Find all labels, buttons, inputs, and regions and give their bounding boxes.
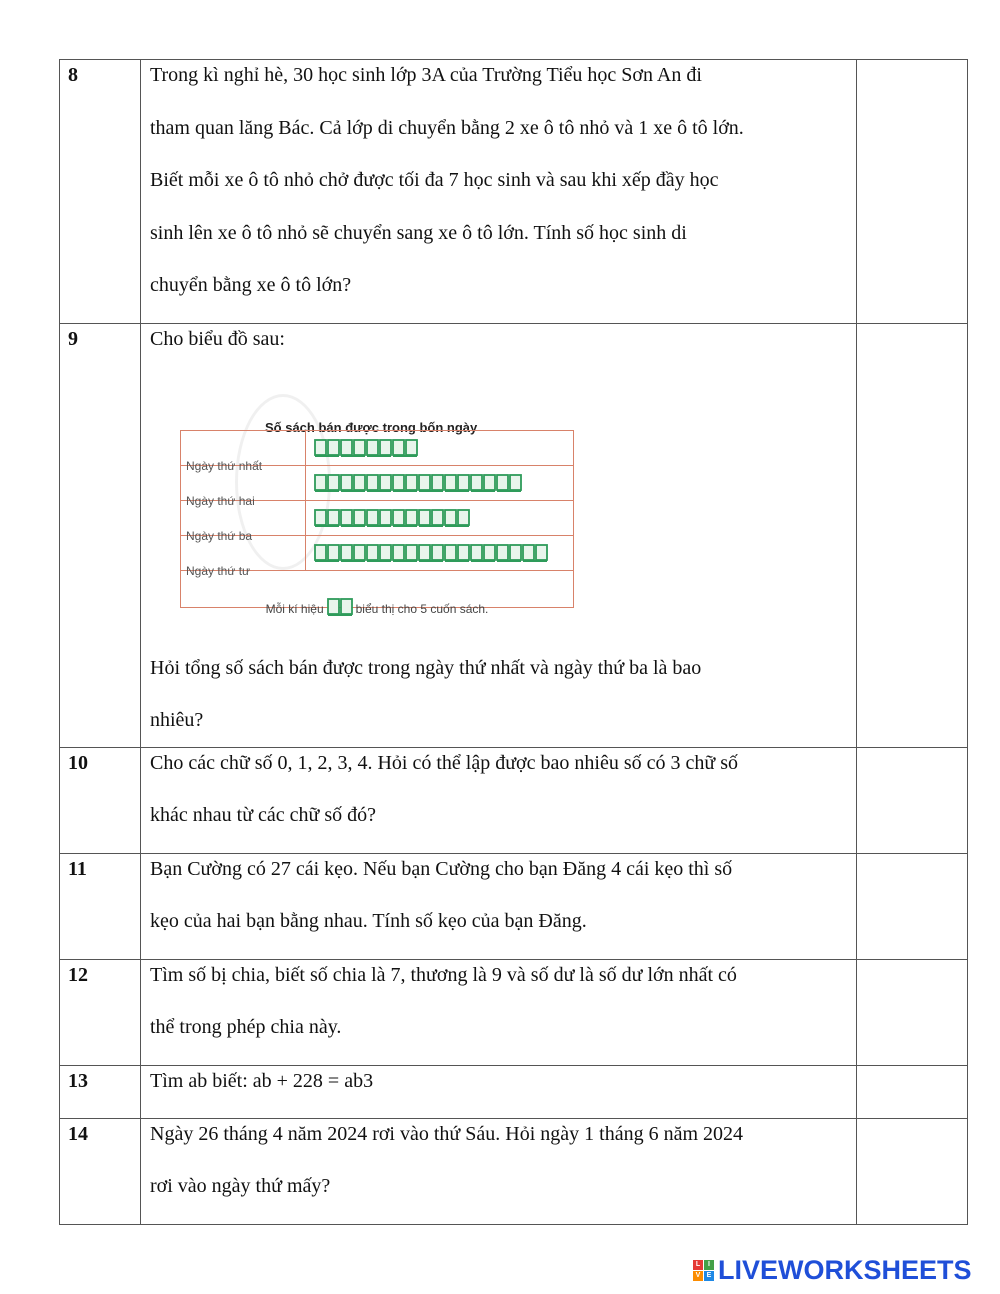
chart-row <box>181 431 573 473</box>
question-number: 9 <box>60 324 141 748</box>
answer-cell[interactable] <box>857 853 968 959</box>
question-text <box>141 1118 857 1224</box>
book-icon <box>522 543 548 563</box>
logo-text: LIVEWORKSHEETS <box>718 1254 972 1285</box>
book-icon <box>496 473 522 493</box>
answer-cell[interactable] <box>857 1118 968 1224</box>
liveworksheets-logo <box>693 1254 972 1286</box>
text-line: rơi vào ngày thứ mấy? <box>150 1175 331 1197</box>
book-icon <box>444 473 470 493</box>
text-line: Tìm số bị chia, biết số chia là 7, thương là 9 và số dư là số dư lớn nhất có <box>150 963 737 986</box>
text-line: chuyển bằng xe ô tô lớn? <box>150 274 352 296</box>
question-number: 13 <box>60 1065 141 1118</box>
question-table <box>59 59 968 1225</box>
question-text <box>141 747 857 853</box>
book-icon <box>392 543 418 563</box>
row-icons <box>314 473 522 495</box>
book-icon <box>314 438 340 458</box>
book-icon <box>314 473 340 493</box>
answer-cell[interactable] <box>857 1065 968 1118</box>
row-label: Ngày thứ hai <box>181 466 306 500</box>
answer-cell[interactable] <box>857 747 968 853</box>
book-icon <box>366 543 392 563</box>
answer-cell[interactable] <box>857 959 968 1065</box>
legend-text: biểu thị cho 5 cuốn sách. <box>355 601 489 616</box>
book-icon <box>340 543 366 563</box>
book-icon <box>444 543 470 563</box>
logo-mark-icon <box>693 1260 714 1281</box>
question-number: 10 <box>60 747 141 853</box>
book-icon <box>327 597 353 617</box>
text-line: Biết mỗi xe ô tô nhỏ chở được tối đa 7 học sinh và sau khi xếp đầy học <box>150 169 719 191</box>
chart-row <box>181 536 573 578</box>
legend-text: Mỗi kí hiệu <box>265 601 324 616</box>
answer-cell[interactable] <box>857 324 968 748</box>
table-row <box>60 853 968 959</box>
book-icon <box>366 473 392 493</box>
chart-grid <box>180 430 574 616</box>
book-icon <box>392 438 418 458</box>
logo-mark-letter: L <box>693 1260 703 1270</box>
text-line: kẹo của hai bạn bằng nhau. Tính số kẹo của bạn Đăng. <box>150 910 587 932</box>
text-line: Trong kì nghỉ hè, 30 học sinh lớp 3A của Trường Tiểu học Sơn An đi <box>150 64 702 86</box>
text-line: nhiêu? <box>150 709 204 731</box>
book-icon <box>470 473 496 493</box>
book-icon <box>366 508 392 528</box>
question-number: 14 <box>60 1118 141 1224</box>
text-line: Cho biểu đồ sau: <box>150 328 285 350</box>
text-line: khác nhau từ các chữ số đó? <box>150 804 377 826</box>
question-text <box>141 324 857 748</box>
book-icon <box>418 508 444 528</box>
pictograph-chart <box>175 394 575 616</box>
question-text <box>141 853 857 959</box>
logo-mark-letter: V <box>693 1271 703 1281</box>
chart-title: Số sách bán được trong bốn ngày <box>265 419 478 435</box>
logo-mark-letter: E <box>704 1271 714 1281</box>
row-icons <box>314 543 548 565</box>
question-number: 12 <box>60 959 141 1065</box>
question-number: 11 <box>60 853 141 959</box>
row-label: Ngày thứ nhất <box>181 431 306 465</box>
book-icon <box>444 508 470 528</box>
row-icons <box>314 508 470 530</box>
row-icons <box>314 438 418 460</box>
book-icon <box>392 508 418 528</box>
logo-mark-letter: I <box>704 1260 714 1270</box>
chart-row <box>181 466 573 508</box>
book-icon <box>470 543 496 563</box>
book-icon <box>392 473 418 493</box>
book-icon <box>340 508 366 528</box>
text-line: Hỏi tổng số sách bán được trong ngày thứ nhất và ngày thứ ba là bao <box>150 656 702 679</box>
chart-legend <box>181 571 573 636</box>
text-line: tham quan lăng Bác. Cả lớp di chuyển bằng 2 xe ô tô nhỏ và 1 xe ô tô lớn. <box>150 116 744 139</box>
book-icon <box>496 543 522 563</box>
book-icon <box>340 473 366 493</box>
table-row <box>60 747 968 853</box>
table-row <box>60 1118 968 1224</box>
table-row <box>60 60 968 324</box>
chart-row <box>181 501 573 543</box>
question-text <box>141 60 857 324</box>
text-line: Bạn Cường có 27 cái kẹo. Nếu bạn Cường cho bạn Đăng 4 cái kẹo thì số <box>150 857 733 880</box>
question-number: 8 <box>60 60 141 324</box>
text-line: Tìm ab biết: ab + 228 = ab3 <box>150 1069 374 1092</box>
table-row <box>60 959 968 1065</box>
question-text <box>141 959 857 1065</box>
book-icon <box>340 438 366 458</box>
text-line: thể trong phép chia này. <box>150 1016 342 1038</box>
text-line: sinh lên xe ô tô nhỏ sẽ chuyển sang xe ô tô lớn. Tính số học sinh di <box>150 221 687 244</box>
book-icon <box>418 543 444 563</box>
text-line: Cho các chữ số 0, 1, 2, 3, 4. Hỏi có thể lập được bao nhiêu số có 3 chữ số <box>150 751 738 774</box>
book-icon <box>418 473 444 493</box>
book-icon <box>366 438 392 458</box>
book-icon <box>314 508 340 528</box>
row-label: Ngày thứ tư <box>181 536 306 570</box>
text-line: Ngày 26 tháng 4 năm 2024 rơi vào thứ Sáu. Hỏi ngày 1 tháng 6 năm 2024 <box>150 1122 743 1145</box>
row-label: Ngày thứ ba <box>181 501 306 535</box>
answer-cell[interactable] <box>857 60 968 324</box>
table-row <box>60 324 968 748</box>
book-icon <box>314 543 340 563</box>
